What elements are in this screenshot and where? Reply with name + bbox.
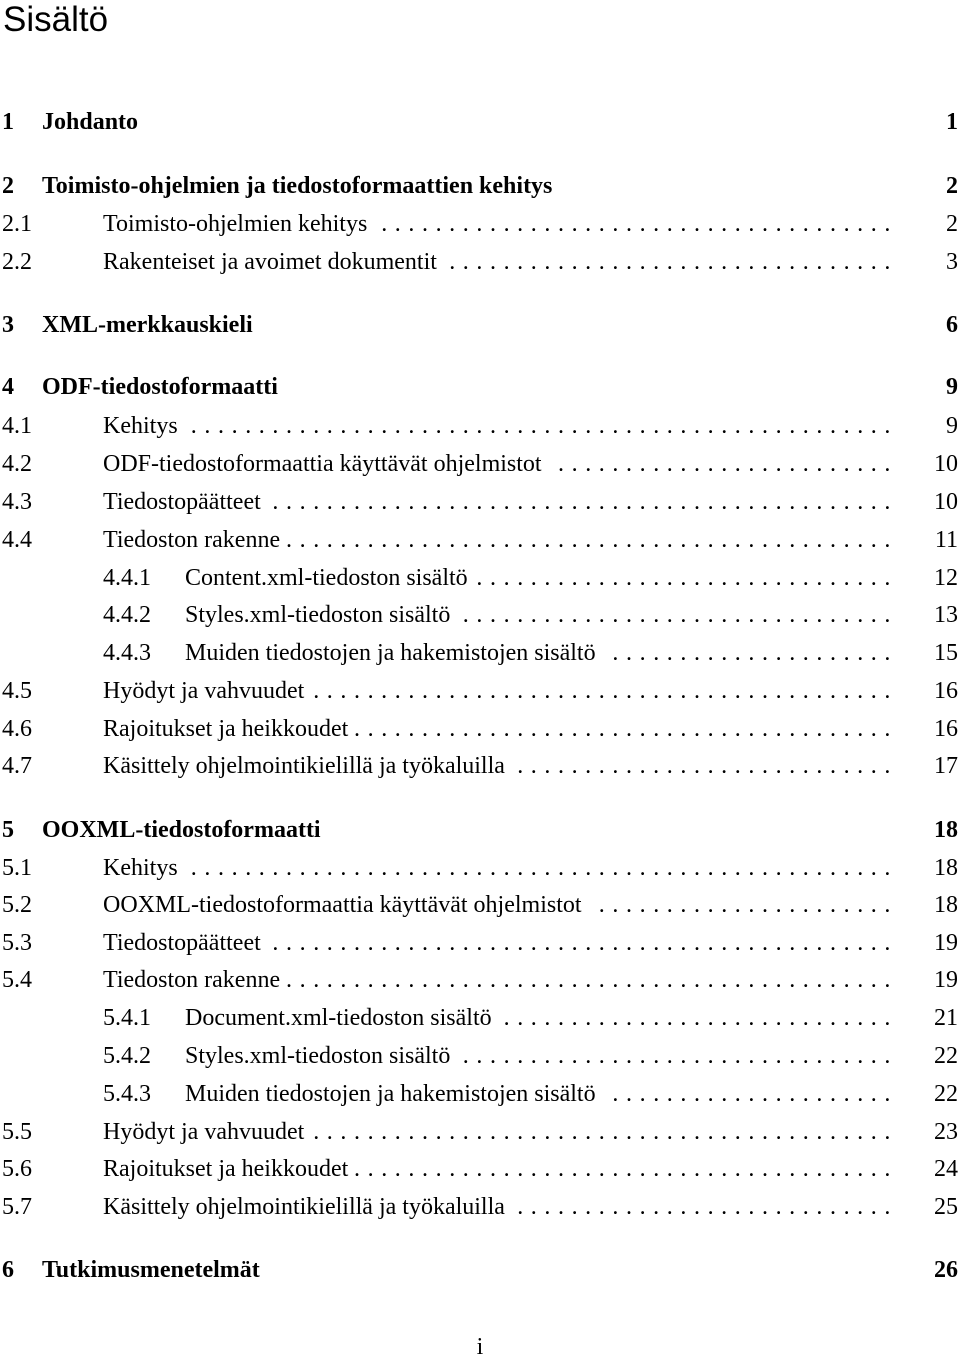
dot-leader: ........................................: [354, 1156, 898, 1182]
toc-entry-page: 19: [934, 967, 958, 993]
toc-entry-page: 15: [934, 640, 958, 666]
toc-entry-title: XML-merkkauskieli: [42, 312, 253, 338]
toc-entry-number: 4: [2, 374, 14, 400]
toc-entry-number: 4.2: [2, 451, 32, 477]
dot-leader: .....................: [612, 640, 898, 666]
toc-entry[interactable]: [0, 927, 960, 959]
toc-entry-title: Rajoitukset ja heikkoudet: [103, 1156, 349, 1182]
dot-leader: .............................................: [286, 527, 898, 553]
toc-entry-number: 3: [2, 312, 14, 338]
toc-entry-title: Styles.xml-tiedoston sisältö: [185, 1043, 451, 1069]
toc-entry-title: Styles.xml-tiedoston sisältö: [185, 602, 451, 628]
toc-entry-title: ODF-tiedostoformaattia käyttävät ohjelmistot: [103, 451, 542, 477]
dot-leader: ............................: [517, 1194, 898, 1220]
toc-entry-title: OOXML-tiedostoformaatti: [42, 817, 321, 843]
page-number: i: [476, 1334, 484, 1360]
toc-entry-number: 5.3: [2, 930, 32, 956]
toc-entry-title: Muiden tiedostojen ja hakemistojen sisältö: [185, 640, 596, 666]
toc-entry-number: 4.4.2: [103, 602, 151, 628]
toc-entry-number: 5: [2, 817, 14, 843]
toc-entry-number: 4.6: [2, 716, 32, 742]
toc-entry-page: 10: [934, 451, 958, 477]
toc-entry-number: 5.6: [2, 1156, 32, 1182]
toc-entry-page: 1: [946, 109, 958, 135]
toc-entry[interactable]: [0, 246, 960, 278]
toc-entry-page: 16: [934, 678, 958, 704]
toc-entry[interactable]: [0, 486, 960, 518]
toc-entry-title: Käsittely ohjelmointikielillä ja työkaluilla: [103, 1194, 505, 1220]
toc-entry[interactable]: [0, 889, 960, 921]
dot-leader: .....................: [612, 1081, 898, 1107]
toc-entry[interactable]: [0, 1254, 960, 1286]
toc-entry-number: 4.4.3: [103, 640, 151, 666]
toc-entry-page: 22: [934, 1043, 958, 1069]
toc-entry-title: Hyödyt ja vahvuudet: [103, 1119, 305, 1145]
toc-entry[interactable]: [0, 410, 960, 442]
toc-entry[interactable]: [0, 1078, 960, 1110]
toc-entry[interactable]: [0, 1116, 960, 1148]
toc-entry-title: Rajoitukset ja heikkoudet: [103, 716, 349, 742]
toc-entry[interactable]: [0, 964, 960, 996]
toc-entry-page: 9: [946, 413, 958, 439]
toc-entry-page: 3: [946, 249, 958, 275]
toc-entry-page: 18: [934, 817, 958, 843]
toc-entry[interactable]: [0, 637, 960, 669]
toc-entry[interactable]: [0, 524, 960, 556]
toc-entry-page: 9: [946, 374, 958, 400]
toc-entry[interactable]: [0, 1002, 960, 1034]
toc-entry-page: 16: [934, 716, 958, 742]
toc-entry-number: 4.4: [2, 527, 32, 553]
toc-entry-page: 25: [934, 1194, 958, 1220]
toc-entry[interactable]: [0, 1153, 960, 1185]
toc-entry-number: 5.4.3: [103, 1081, 151, 1107]
toc-entry[interactable]: [0, 448, 960, 480]
toc-entry[interactable]: [0, 852, 960, 884]
toc-entry-title: Muiden tiedostojen ja hakemistojen sisältö: [185, 1081, 596, 1107]
dot-leader: ...........................................: [313, 678, 898, 704]
toc-entry-number: 4.5: [2, 678, 32, 704]
dot-leader: ................................: [462, 602, 898, 628]
toc-entry-number: 5.7: [2, 1194, 32, 1220]
dot-leader: ..............................................: [272, 930, 898, 956]
dot-leader: ...............................: [476, 565, 898, 591]
dot-leader: ................................: [462, 1043, 898, 1069]
toc-entry[interactable]: [0, 309, 960, 341]
toc-entry-number: 6: [2, 1257, 14, 1283]
toc-entry-page: 12: [934, 565, 958, 591]
toc-entry-title: Toimisto-ohjelmien ja tiedostoformaattien kehitys: [42, 173, 553, 199]
toc-entry-title: Tiedostopäätteet: [103, 930, 261, 956]
dot-leader: .................................: [449, 249, 898, 275]
toc-entry-title: Document.xml-tiedoston sisältö: [185, 1005, 492, 1031]
toc-entry-title: OOXML-tiedostoformaattia käyttävät ohjelmistot: [103, 892, 582, 918]
toc-entry[interactable]: [0, 106, 960, 138]
toc-entry-number: 2.2: [2, 249, 32, 275]
toc-entry-title: Content.xml-tiedoston sisältö: [185, 565, 468, 591]
toc-entry-title: Kehitys: [103, 855, 178, 881]
page-title: Sisältö: [3, 0, 109, 39]
toc-entry-number: 5.1: [2, 855, 32, 881]
toc-entry-number: 2.1: [2, 211, 32, 237]
toc-entry[interactable]: [0, 208, 960, 240]
toc-entry[interactable]: [0, 675, 960, 707]
toc-entry-number: 5.4: [2, 967, 32, 993]
dot-leader: ...........................................: [313, 1119, 898, 1145]
toc-entry-title: Hyödyt ja vahvuudet: [103, 678, 305, 704]
toc-entry-number: 5.2: [2, 892, 32, 918]
toc-entry-title: Toimisto-ohjelmien kehitys: [103, 211, 368, 237]
toc-entry-title: Tiedoston rakenne: [103, 967, 281, 993]
toc-entry-title: Tiedoston rakenne: [103, 527, 281, 553]
dot-leader: ..............................................: [272, 489, 898, 515]
toc-entry-number: 5.5: [2, 1119, 32, 1145]
toc-entry-page: 13: [934, 602, 958, 628]
toc-entry-title: Johdanto: [42, 109, 139, 135]
dot-leader: ......................: [598, 892, 898, 918]
toc-entry-title: Tutkimusmenetelmät: [42, 1257, 260, 1283]
toc-entry[interactable]: [0, 1040, 960, 1072]
toc-entry-title: Tiedostopäätteet: [103, 489, 261, 515]
toc-entry-page: 17: [934, 753, 958, 779]
toc-entry-page: 22: [934, 1081, 958, 1107]
toc-entry-page: 10: [934, 489, 958, 515]
toc-entry-number: 4.7: [2, 753, 32, 779]
toc-entry[interactable]: [0, 371, 960, 403]
toc-entry[interactable]: [0, 814, 960, 846]
dot-leader: ........................................: [354, 716, 898, 742]
toc-entry[interactable]: [0, 713, 960, 745]
toc-entry-number: 5.4.2: [103, 1043, 151, 1069]
toc-entry-title: ODF-tiedostoformaatti: [42, 374, 278, 400]
toc-entry-page: 2: [946, 173, 958, 199]
toc-entry-page: 24: [934, 1156, 958, 1182]
toc-entry-number: 4.4.1: [103, 565, 151, 591]
toc-entry[interactable]: [0, 750, 960, 782]
dot-leader: .........................: [558, 451, 898, 477]
toc-entry[interactable]: [0, 1191, 960, 1223]
toc-entry-title: Kehitys: [103, 413, 178, 439]
toc-entry-page: 6: [946, 312, 958, 338]
toc-entry-page: 19: [934, 930, 958, 956]
toc-entry[interactable]: [0, 562, 960, 594]
toc-entry-number: 4.1: [2, 413, 32, 439]
toc-entry[interactable]: [0, 170, 960, 202]
toc-entry-page: 18: [934, 892, 958, 918]
toc-entry-number: 4.3: [2, 489, 32, 515]
toc-entry-page: 2: [946, 211, 958, 237]
dot-leader: .............................................: [286, 967, 898, 993]
dot-leader: .............................: [503, 1005, 898, 1031]
dot-leader: ......................................: [381, 211, 898, 237]
toc-entry-page: 23: [934, 1119, 958, 1145]
toc-entry-title: Käsittely ohjelmointikielillä ja työkaluilla: [103, 753, 505, 779]
toc-entry-page: 26: [934, 1257, 958, 1283]
toc-entry-number: 2: [2, 173, 14, 199]
toc-entry-page: 21: [934, 1005, 958, 1031]
dot-leader: ............................: [517, 753, 898, 779]
toc-entry-title: Rakenteiset ja avoimet dokumentit: [103, 249, 437, 275]
dot-leader: ....................................................: [190, 855, 898, 881]
toc-entry-page: 18: [934, 855, 958, 881]
toc-entry-number: 5.4.1: [103, 1005, 151, 1031]
toc-entry-number: 1: [2, 109, 14, 135]
dot-leader: ....................................................: [190, 413, 898, 439]
toc-entry[interactable]: [0, 599, 960, 631]
toc-entry-page: 11: [934, 527, 958, 553]
